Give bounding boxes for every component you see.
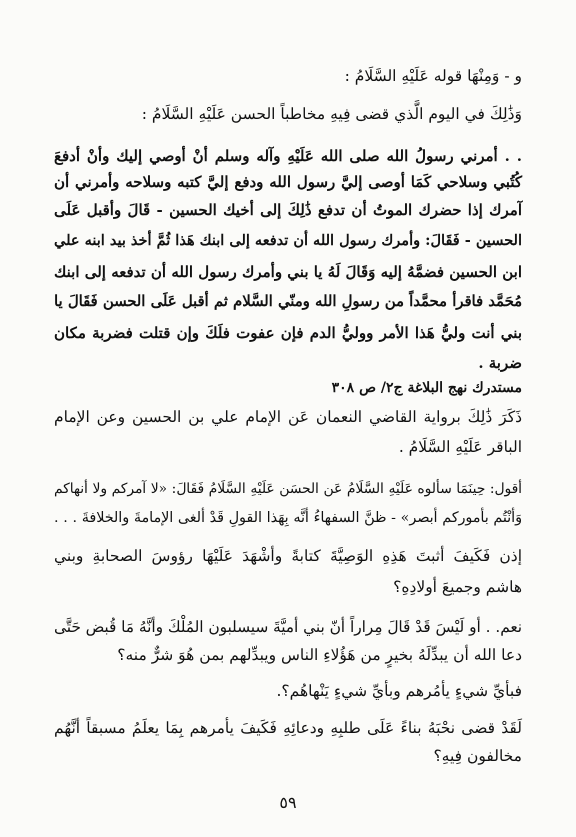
quote-line: ضربة . <box>478 354 522 372</box>
body-line: فبأيِّ شيءٍ يأمُرهم وبأيِّ شيءٍ يَنْهاهُم؟. <box>276 682 522 700</box>
body-line: دعا الله أن يبدِّلَهُ بخيرٍ من هَؤُلاءِ الناس ويبدِّلهم بمن هُوَ شرٌّ منه؟ <box>117 646 522 664</box>
source-citation: مستدرك نهج البلاغة ج٢/ ص ٣٠٨ <box>331 380 522 396</box>
body-line: ذَكَرَ ذَٰلِكَ برواية القاضي النعمان عَن الإمام علي بن الحسين وعن الإمام <box>54 408 522 426</box>
body-line: إذن فَكَيفَ أثبتَ هَذِهِ الوَصِيَّةَ كتابةً وأشْهَدَ عَلَيْهَا رؤوسَ الصحابةِ وبني <box>54 547 522 565</box>
quote-line: كُتُبي وسلاحي كَمَا أوصى إليَّ رسول الله ودفع إليَّ كتبه وسلاحه وأمرني أن <box>54 173 522 191</box>
quote-line: آمرك إذا حضرك الموتُ أن تدفع ذَٰلِكَ إلى أخيك الحسين - قَالَ وأقبل عَلَى <box>54 201 522 219</box>
body-line: لَقَدْ قضى نحْبَهُ بناءً عَلَى طلبِهِ ودعائِهِ فَكَيفَ يأمرهم بِمَا يعلَمُ مسبقاً أنَّهُم <box>54 719 522 737</box>
body-line: الباقر عَلَيْهِ السَّلَامُ . <box>398 438 522 456</box>
intro-line: وَذَٰلِكَ في اليوم الَّذي قضى فِيهِ مخاطباً الحسن عَلَيْهِ السَّلَامُ : <box>141 105 522 123</box>
section-heading: و - وَمِنْهَا قوله عَلَيْهِ السَّلَامُ : <box>344 67 522 85</box>
quote-line: . . أمرني رسولُ الله صلى الله عَلَيْهِ وآله وسلم أنْ أوصي إليك وأنْ أدفعَ <box>54 147 522 165</box>
quote-line: الحسين - فَقَالَ: وأمرك رسول الله أن تدفعه إلى ابنك هَذا ثُمَّ أخذ بيد ابنه علي <box>54 232 522 249</box>
page-number: ٥٩ <box>279 793 297 812</box>
quote-line: مُحَمَّد فاقرأ محمَّداً من رسولِ الله ومنّي السَّلام ثم أقبل عَلَى الحسن فَقَالَ يا <box>54 293 522 310</box>
body-line: مخالفون فِيهِ؟ <box>433 747 522 765</box>
body-line: وَأنْتُم بأموركم أبصر» - ظنَّ السفهاءُ أنَّه بِهَذا القولِ قَدْ ألغى الإمامةَ والخلافةَ . . . <box>54 510 522 526</box>
body-line: هاشم وجميعَ أولادِهِ؟ <box>393 578 522 596</box>
quote-line: ابن الحسين فضمَّهُ إليه وَقَالَ لَهُ يا بني وأمرك رسول الله أن تدفعه إلى ابنك <box>54 263 522 281</box>
body-line: نعم. . أو لَيْسَ قَدْ قَالَ مِراراً أنّ بني أميَّةَ سيسلبون المُلْكَ وأنَّهُ مَا قُبض حَتَّى <box>54 618 522 636</box>
quote-line: بني أنت وليُّ هَذا الأمر ووليُّ الدم فإن عفوت فلَكَ وإن قتلت فضربة مكان <box>54 324 522 342</box>
body-line: أقول: حِينَمَا سألوه عَلَيْهِ السَّلَامُ عَن الحسَن عَلَيْهِ السَّلَامُ فَقَالَ: «لا آمركم ولا أنهاكم <box>54 481 522 497</box>
